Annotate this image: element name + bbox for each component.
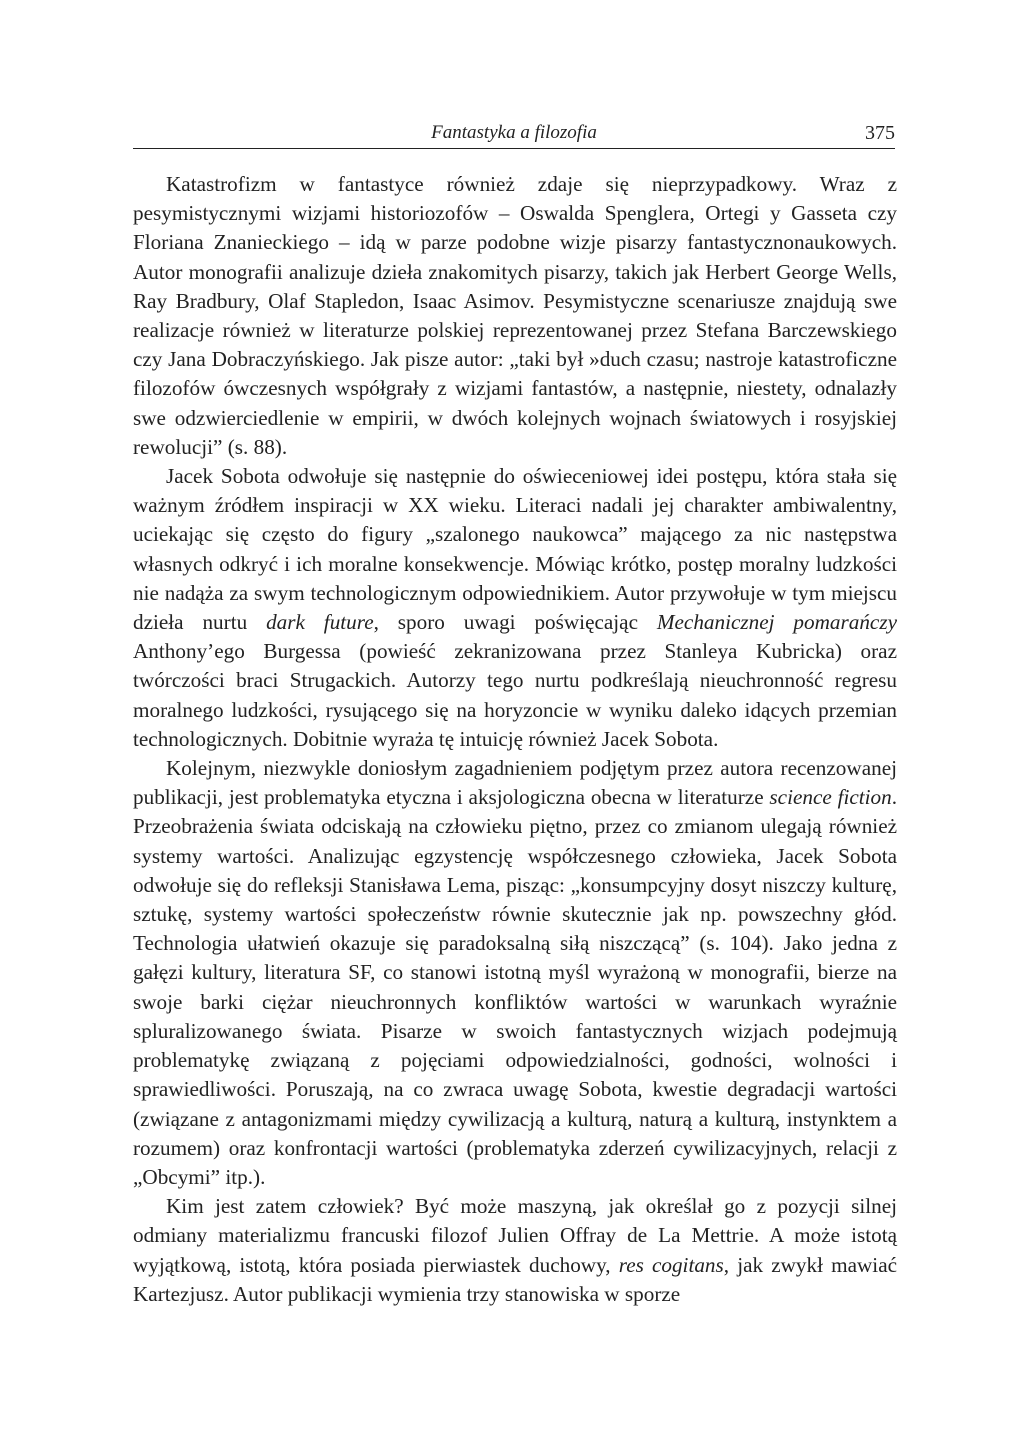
text-run: Kim jest zatem człowiek? Być może maszyną, jak określał go z pozycji silnej odmiany materializmu francuski filozof Julien Offray de La Mettrie. A może istotą wyjątkową, istotą, która posiada pierwiastek duchowy, xyxy=(133,1194,897,1277)
paragraph xyxy=(133,1192,897,1309)
running-header xyxy=(133,118,895,149)
running-title: Fantastyka a filozofia xyxy=(431,122,597,143)
text-run: Katastrofizm w fantastyce również zdaje się nieprzypadkowy. Wraz z pesymistycznymi wizjami historiozofów – Oswalda Spenglera, Ortegi y Gasseta czy Floriana Znanieckiego – idą w parze podobne wizje pisarzy fantastycznonaukowych. Autor monografii analizuje dzieła znakomitych pisarzy, takich jak Herbert George Wells, Ray Bradbury, Olaf Stapledon, Isaac Asimov. Pesymistyczne scenariusze znajdują swe realizacje również w literaturze polskiej reprezentowanej przez Stefana Barczewskiego czy Jana Dobraczyńskiego. Jak pisze autor: „taki był »duch czasu; nastroje katastroficzne filozofów ówczesnych współgrały z wizjami fantastów, a następnie, niestety, odnalazły swe odzwierciedlenie w empirii, w dwóch kolejnych wojnach światowych i rosyjskiej rewolucji” (s. 88). xyxy=(133,172,897,459)
text-run: . Przeobrażenia świata odciskają na człowieku piętno, przez co zmianom ulegają również systemy wartości. Analizując egzystencję współczesnego człowieka, Jacek Sobota odwołuje się do refleksji Stanisława Lema, pisząc: „konsumpcyjny dosyt niszczy kulturę, sztukę, systemy wartości społeczeństw równie skutecznie jak np. powszechny głód. Technologia ułatwień okazuje się paradoksalną siłą niszczącą” (s. 104). Jako jedna z gałęzi kultury, literatura SF, co stanowi istotną myśl wyrażoną w monografii, bierze na swoje barki ciężar nieuchronnych konfliktów wartości w warunkach wyraźnie spluralizowanego świata. Pisarze w swoich fantastycznych wizjach podejmują problematykę związaną z pojęciami odpowiedzialności, godności, wolności i sprawiedliwości. Poruszają, na co zwraca uwagę Sobota, kwestie degradacji wartości (związane z antagonizmami między cywilizacją a kulturą, naturą a kulturą, instynktem a rozumem) oraz konfrontacji wartości (problematyka zderzeń cywilizacyjnych, relacji z „Obcymi” itp.). xyxy=(133,785,898,1189)
paragraph xyxy=(133,170,897,462)
text-run: Jacek Sobota odwołuje się następnie do oświeceniowej idei postępu, która stała się ważnym źródłem inspiracji w XX wieku. Literaci nadali jej charakter ambiwalentny, uciekając się często do figury „szalonego naukowca” mającego za nic następstwa własnych odkryć i ich moralne konsekwencje. Mówiąc krótko, postęp moralny ludzkości nie nadąża za swym technologicznym odpowiednikiem. Autor przywołuje w tym miejscu dzieła nurtu xyxy=(133,464,897,635)
page-number: 375 xyxy=(865,122,895,144)
italic-phrase: dark future xyxy=(266,610,374,635)
text-run: , jak zwykł mawiać Kartezjusz. Autor publikacji wymienia trzy stanowiska w sporze xyxy=(133,1252,898,1306)
text-run: Kolejnym, niezwykle doniosłym zagadnieniem podjętym przez autora recenzowanej publikacji, jest problematyka etyczna i aksjologiczna obecna w literaturze xyxy=(133,756,897,810)
italic-phrase: res cogitans xyxy=(618,1252,724,1277)
italic-phrase: science fiction xyxy=(769,785,892,810)
body-text xyxy=(133,170,897,1309)
italic-phrase: Mechanicznej pomarańczy xyxy=(656,610,897,635)
text-run: , sporo uwagi poświęcając xyxy=(373,610,657,635)
text-run: Anthony’ego Burgessa (powieść zekranizowana przez Stanleya Kubricka) oraz twórczości braci Strugackich. Autorzy tego nurtu podkreślają nieuchronność regresu moralnego ludzkości, rysującego się na horyzoncie w wyniku daleko idących przemian technologicznych. Dobitnie wyraża tę intuicję również Jacek Sobota. xyxy=(133,639,897,751)
paragraph xyxy=(133,754,897,1192)
paragraph xyxy=(133,462,897,754)
